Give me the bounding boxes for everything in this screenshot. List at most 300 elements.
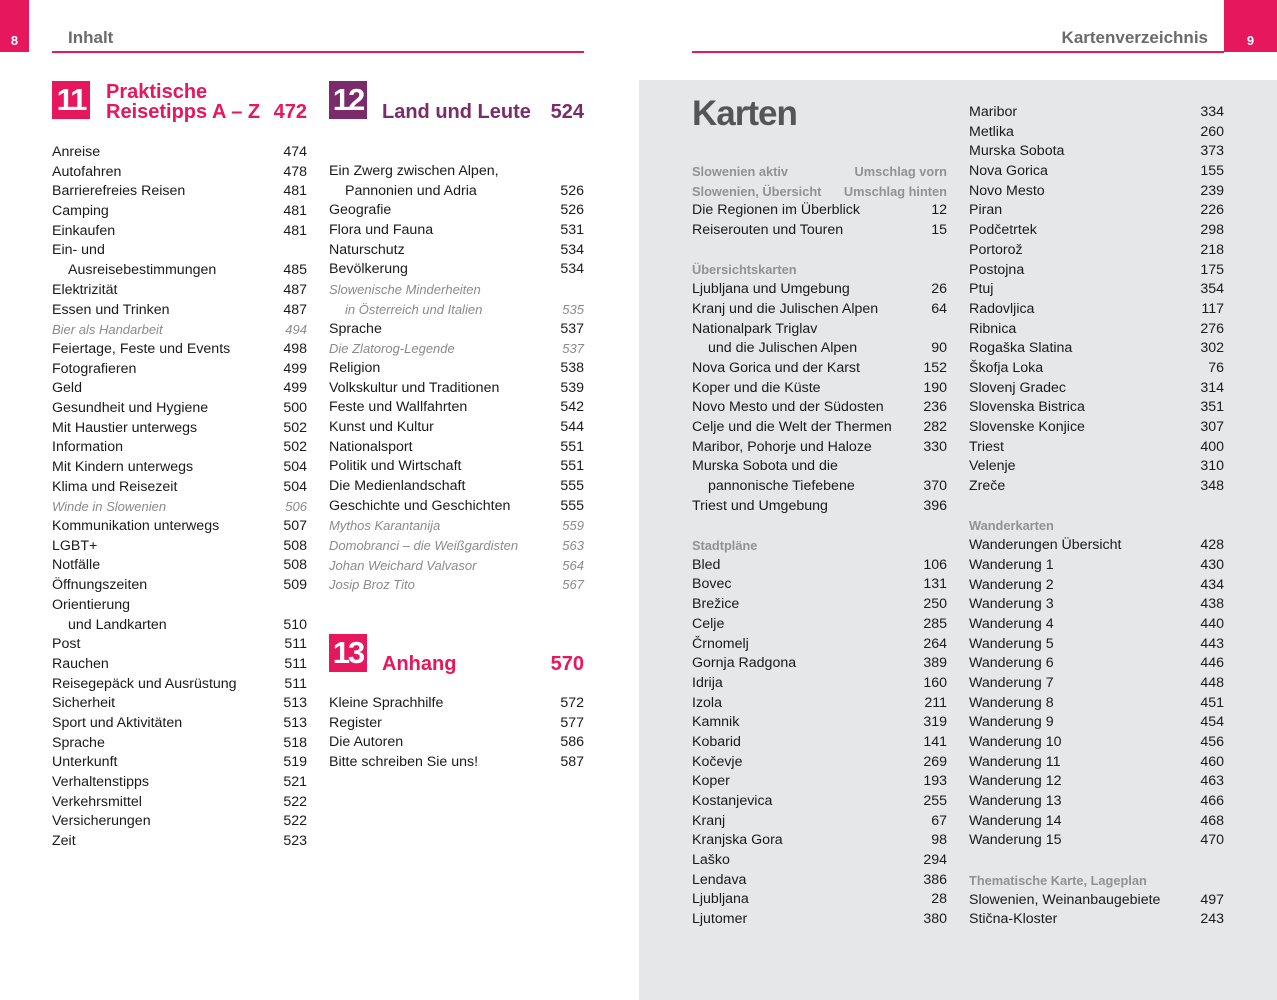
entry-title: Feiertage, Feste und Events [52, 340, 231, 357]
entry-title: Reisegepäck und Ausrüstung [52, 675, 237, 692]
entry-title: Wanderung 4 [969, 615, 1054, 632]
entry-page: 155 [1200, 163, 1224, 180]
entry-title: Postojna [969, 261, 1025, 278]
entry-page: 537 [560, 320, 584, 337]
entry-page: 494 [285, 322, 307, 338]
maps-column-2 [969, 103, 1224, 930]
entry-title: Laško [692, 852, 730, 869]
map-entry [969, 910, 1224, 930]
map-entry [692, 654, 947, 674]
entry-page: 26 [931, 281, 947, 298]
entry-title: Triest und Umgebung [692, 497, 828, 514]
entry-page: 468 [1200, 812, 1224, 829]
entry-title: Slovenska Bistrica [969, 399, 1085, 416]
entry-page: 504 [283, 478, 307, 495]
entry-title: Slovenj Gradec [969, 379, 1066, 396]
toc-entry [329, 280, 584, 300]
entry-page: 555 [560, 478, 584, 494]
map-entry [969, 615, 1224, 635]
map-entry [692, 300, 947, 320]
map-entry [692, 674, 947, 694]
entry-title: Idrija [692, 674, 723, 691]
entry-page: 563 [562, 538, 584, 554]
entry-title: Die Regionen im Überblick [692, 202, 860, 219]
entry-title: Slowenien, Weinanbaugebiete [969, 891, 1161, 908]
entry-page: 106 [923, 556, 947, 573]
entry-page: 370 [923, 478, 947, 494]
entry-page: 380 [923, 911, 947, 928]
entry-title: Einkaufen [52, 222, 116, 239]
entry-title: Öffnungszeiten [52, 577, 148, 594]
section-11-page: 472 [273, 101, 307, 123]
toc-entry [329, 221, 584, 241]
map-entry [692, 831, 947, 851]
entry-page: 577 [560, 714, 584, 731]
toc-entry [329, 497, 584, 517]
entry-title: Ljutomer [692, 911, 748, 928]
entry-page: 12 [931, 202, 947, 219]
subheading [969, 516, 1224, 536]
map-entry [969, 221, 1224, 241]
map-entry [692, 595, 947, 615]
entry-page: 434 [1200, 576, 1224, 593]
entry-page: 522 [283, 793, 307, 810]
entry-title: Wanderkarten [969, 518, 1054, 534]
entry-title: Ljubljana [692, 891, 749, 908]
toc-entry [52, 163, 307, 183]
entry-page: 276 [1200, 320, 1224, 337]
map-entry [692, 713, 947, 733]
entry-title: Wanderungen Übersicht [969, 537, 1122, 554]
entry-title: Übersichtskarten [692, 262, 797, 278]
entry-title: Post [52, 636, 81, 653]
entry-page: 160 [923, 674, 947, 691]
map-entry [969, 438, 1224, 458]
entry-page: 521 [283, 774, 307, 790]
entry-title: Stična-Kloster [969, 911, 1058, 928]
entry-title: Geschichte und Geschichten [329, 497, 511, 514]
entry-title: Črnomelj [692, 635, 749, 652]
toc-entry [329, 733, 584, 753]
entry-page: 446 [1200, 655, 1224, 672]
toc-entry [52, 419, 307, 439]
entry-title: Wanderung 12 [969, 773, 1062, 790]
toc-entry [52, 773, 307, 793]
map-entry [692, 812, 947, 832]
entry-title: Wanderung 14 [969, 812, 1062, 829]
entry-title: Information [52, 439, 123, 456]
entry-page: 351 [1200, 399, 1224, 416]
toc-entry [329, 575, 584, 595]
entry-page: 131 [923, 576, 947, 593]
entry-page: 282 [923, 418, 947, 435]
map-entry [692, 615, 947, 635]
toc-entry [52, 438, 307, 458]
entry-title: Kostanjevica [692, 793, 773, 809]
entry-title: Slowenische Minderheiten [329, 282, 481, 298]
entry-page: 456 [1200, 734, 1224, 750]
entry-page: 513 [283, 695, 307, 712]
map-entry [692, 871, 947, 891]
entry-title: Gesundheit und Hygiene [52, 399, 209, 416]
entry-page: 523 [283, 833, 307, 850]
map-entry [692, 457, 947, 477]
entry-page: 502 [283, 439, 307, 456]
map-entry [969, 103, 1224, 123]
map-entry [969, 772, 1224, 792]
entry-page: 175 [1200, 261, 1224, 278]
entry-title: Orientierung [52, 596, 131, 613]
map-entry [969, 320, 1224, 340]
entry-page: 508 [283, 537, 307, 554]
toc-entry [329, 753, 584, 773]
entry-page: 90 [931, 340, 947, 357]
entry-title: Kleine Sprachhilfe [329, 695, 444, 711]
toc-entry [52, 143, 307, 163]
entry-title: Pannonien und Adria [345, 182, 477, 199]
entry-page: 460 [1200, 753, 1224, 770]
toc-entry [329, 359, 584, 379]
toc-entry [52, 556, 307, 576]
right-header-rule [692, 51, 1224, 53]
toc-entry [52, 301, 307, 321]
entry-page: 15 [931, 222, 947, 239]
map-entry [692, 438, 947, 458]
map-entry [969, 891, 1224, 911]
toc-entry [329, 339, 584, 359]
map-entry [692, 575, 947, 595]
entry-page: 314 [1200, 379, 1224, 396]
toc-entry [52, 261, 307, 281]
section-13-badge: 13 [329, 634, 367, 672]
entry-title: Slowenien, Übersicht [692, 183, 822, 199]
entry-page: 430 [1200, 556, 1224, 573]
spacer [969, 497, 1224, 517]
entry-page: 463 [1200, 773, 1224, 790]
entry-page: 141 [923, 733, 947, 750]
left-header-rule [52, 51, 584, 53]
entry-title: Kobarid [692, 733, 741, 750]
entry-page: 448 [1200, 674, 1224, 691]
map-entry [969, 536, 1224, 556]
toc-entry [329, 714, 584, 734]
map-entry [969, 261, 1224, 281]
toc-entry [329, 477, 584, 497]
entry-title: Piran [969, 202, 1003, 219]
entry-title: Kranj und die Julischen Alpen [692, 300, 879, 317]
entry-page: 239 [1200, 182, 1224, 199]
section-13-list [329, 694, 584, 773]
entry-page: 519 [283, 754, 307, 771]
entry-title: Die Autoren [329, 734, 404, 751]
map-entry [969, 339, 1224, 359]
toc-entry [52, 478, 307, 498]
map-entry [692, 320, 947, 340]
entry-page: 511 [284, 636, 307, 653]
entry-page: 264 [923, 635, 947, 652]
entry-title: Verkehrsmittel [52, 793, 142, 810]
toc-entry [329, 398, 584, 418]
entry-page: 294 [923, 852, 947, 869]
toc-entry [52, 497, 307, 517]
toc-entry [52, 360, 307, 380]
entry-title: Wanderung 2 [969, 576, 1054, 593]
entry-page: 348 [1200, 478, 1224, 495]
entry-title: Versicherungen [52, 813, 151, 830]
entry-title: Elektrizität [52, 281, 118, 298]
entry-title: Kommunikation unterwegs [52, 518, 220, 535]
entry-page: 511 [284, 675, 307, 692]
entry-title: Zeit [52, 833, 76, 850]
entry-page: 487 [283, 281, 307, 298]
entry-title: Nationalsport [329, 438, 413, 455]
left-page-title: Inhalt [68, 28, 114, 47]
entry-title: und die Julischen Alpen [708, 340, 858, 357]
entry-title: Izola [692, 694, 722, 711]
map-entry [692, 890, 947, 910]
entry-title: Essen und Trinken [52, 301, 170, 318]
entry-title: Geld [52, 380, 82, 397]
entry-page: 499 [283, 380, 307, 397]
map-entry [969, 792, 1224, 812]
entry-page: 76 [1208, 359, 1224, 376]
section-11-badge: 11 [52, 81, 90, 119]
entry-title: Nationalpark Triglav [692, 320, 818, 337]
entry-page: 400 [1200, 438, 1224, 455]
toc-entry [329, 201, 584, 221]
map-entry [969, 753, 1224, 773]
subheading [969, 871, 1224, 891]
entry-title: Ljubljana und Umgebung [692, 281, 850, 298]
entry-page: 531 [560, 222, 584, 239]
entry-title: Feste und Wallfahrten [329, 399, 468, 416]
entry-page: 509 [283, 577, 307, 594]
entry-page: 298 [1200, 222, 1224, 239]
entry-page: 544 [560, 418, 584, 435]
toc-entry [329, 379, 584, 399]
entry-page: 218 [1200, 241, 1224, 258]
map-entry [692, 398, 947, 418]
map-entry [692, 753, 947, 773]
entry-title: Register [329, 714, 382, 731]
section-12-page: 524 [550, 101, 584, 123]
entry-page: 542 [560, 399, 584, 416]
map-entry [692, 359, 947, 379]
left-page-number: 8 [0, 0, 29, 52]
entry-page: 190 [923, 379, 947, 396]
entry-page: 508 [283, 557, 307, 574]
entry-page: 564 [562, 557, 584, 573]
entry-title: Die Medienlandschaft [329, 478, 466, 494]
toc-entry [52, 616, 307, 636]
entry-title: Mit Kindern unterwegs [52, 459, 194, 475]
entry-title: Camping [52, 203, 109, 220]
entry-title: Johan Weichard Valvasor [329, 557, 477, 573]
map-entry [969, 733, 1224, 753]
toc-entry [52, 655, 307, 675]
entry-title: Kunst und Kultur [329, 418, 434, 435]
toc-entry [52, 832, 307, 852]
entry-title: Maribor, Pohorje und Haloze [692, 438, 872, 455]
entry-page: 586 [560, 734, 584, 751]
entry-page: 499 [283, 360, 307, 377]
entry-page: 538 [560, 359, 584, 376]
entry-title: Mythos Karantanija [329, 518, 441, 534]
entry-title: Religion [329, 359, 381, 376]
map-entry [692, 221, 947, 241]
entry-page: 428 [1200, 537, 1224, 554]
entry-page: 319 [923, 714, 947, 731]
map-entry [969, 654, 1224, 674]
entry-title: Slovenske Konjice [969, 419, 1085, 435]
entry-title: Bitte schreiben Sie uns! [329, 754, 479, 771]
entry-page: 506 [285, 499, 307, 515]
entry-page: 551 [560, 438, 584, 455]
map-entry [692, 910, 947, 930]
entry-title: Notfälle [52, 557, 101, 574]
entry-title: Bevölkerung [329, 261, 408, 278]
entry-page: 587 [560, 754, 584, 771]
toc-entry [52, 517, 307, 537]
entry-page: 236 [923, 399, 947, 416]
right-page-number: 9 [1224, 0, 1277, 52]
map-entry [692, 497, 947, 517]
entry-title: Škofja Loka [969, 359, 1044, 376]
entry-title: Sprache [52, 734, 105, 751]
toc-entry [52, 537, 307, 557]
entry-page: 497 [1200, 891, 1224, 908]
entry-page: 507 [283, 518, 307, 535]
entry-page: 518 [283, 734, 307, 751]
toc-entry [52, 458, 307, 478]
map-entry [969, 595, 1224, 615]
entry-title: Rogaška Slatina [969, 340, 1073, 357]
toc-entry [52, 202, 307, 222]
entry-title: Portorož [969, 241, 1023, 258]
entry-title: Die Zlatorog-Legende [329, 341, 455, 357]
entry-title: Bled [692, 556, 721, 573]
map-entry [692, 418, 947, 438]
entry-page: 117 [1201, 300, 1224, 317]
toc-entry [329, 438, 584, 458]
entry-page: 478 [283, 163, 307, 180]
entry-title: Kranj [692, 812, 726, 829]
entry-title: LGBT+ [52, 537, 98, 554]
entry-page: 243 [1200, 911, 1224, 928]
map-entry [692, 733, 947, 753]
spacer [692, 241, 947, 261]
entry-title: Flora und Fauna [329, 222, 434, 239]
entry-title: Volkskultur und Traditionen [329, 379, 500, 396]
entry-page: 504 [283, 459, 307, 475]
entry-page: 466 [1200, 793, 1224, 810]
entry-title: und Landkarten [68, 616, 167, 633]
toc-entry [52, 576, 307, 596]
entry-title: Mit Haustier unterwegs [52, 419, 198, 436]
toc-entry [52, 399, 307, 419]
entry-page: 64 [931, 300, 947, 317]
entry-title: Geografie [329, 202, 392, 219]
entry-title: Verhaltenstipps [52, 774, 150, 790]
entry-page: 513 [283, 714, 307, 731]
entry-title: Rauchen [52, 655, 109, 672]
toc-entry [52, 182, 307, 202]
entry-page: 487 [283, 301, 307, 318]
entry-title: Barrierefreies Reisen [52, 183, 186, 200]
entry-title: Nova Gorica und der Karst [692, 359, 860, 376]
section-13-page: 570 [550, 653, 584, 675]
entry-title: Radovljica [969, 300, 1035, 317]
entry-title: Ptuj [969, 281, 994, 298]
entry-title: Wanderung 9 [969, 714, 1054, 731]
entry-title: Kamnik [692, 714, 740, 731]
map-entry [692, 772, 947, 792]
entry-page: 250 [923, 596, 947, 613]
subheading [692, 260, 947, 280]
toc-entry [329, 694, 584, 714]
entry-page: 511 [284, 655, 307, 672]
entry-title: Zreče [969, 478, 1006, 495]
toc-entry [329, 457, 584, 477]
entry-page: 534 [560, 261, 584, 278]
entry-page: 98 [931, 832, 947, 849]
toc-entry [329, 556, 584, 576]
entry-title: Anreise [52, 144, 101, 160]
entry-title: Politik und Wirtschaft [329, 458, 462, 475]
entry-page: 485 [283, 262, 307, 279]
entry-title: Sprache [329, 320, 382, 337]
entry-page: 498 [283, 340, 307, 357]
entry-page: 555 [560, 497, 584, 514]
entry-title: Winde in Slowenien [52, 499, 167, 515]
entry-title: Novo Mesto und der Südosten [692, 399, 884, 416]
entry-title: Kranjska Gora [692, 832, 783, 849]
entry-page: 307 [1200, 419, 1224, 435]
map-entry [692, 280, 947, 300]
entry-title: Celje [692, 615, 725, 632]
section-11-title-line2: Reisetipps A – Z [106, 101, 261, 123]
entry-title: Ribnica [969, 320, 1017, 337]
entry-title: Maribor [969, 104, 1018, 120]
entry-page: 559 [562, 518, 584, 534]
map-entry [969, 162, 1224, 182]
section-13-title: Anhang [382, 653, 457, 675]
entry-title: Novo Mesto [969, 182, 1045, 199]
toc-entry [329, 260, 584, 280]
entry-title: Koper und die Küste [692, 379, 821, 396]
map-entry [692, 379, 947, 399]
map-entry [969, 182, 1224, 202]
entry-page: 67 [931, 812, 947, 829]
entry-title: Josip Broz Tito [329, 577, 415, 593]
entry-page: 537 [562, 341, 584, 357]
entry-title: Unterkunft [52, 754, 118, 771]
map-entry [969, 713, 1224, 733]
map-entry [969, 280, 1224, 300]
entry-page: 502 [283, 419, 307, 436]
entry-title: Wanderung 5 [969, 635, 1054, 652]
toc-entry [329, 536, 584, 556]
entry-page: 226 [1200, 202, 1224, 219]
entry-page: 526 [560, 202, 584, 219]
entry-title: Brežice [692, 596, 740, 613]
entry-title: Ausreisebestimmungen [68, 262, 217, 279]
entry-page: 526 [560, 182, 584, 199]
toc-entry [329, 162, 584, 182]
map-entry [969, 142, 1224, 162]
toc-entry [52, 694, 307, 714]
entry-page: 152 [923, 359, 947, 376]
